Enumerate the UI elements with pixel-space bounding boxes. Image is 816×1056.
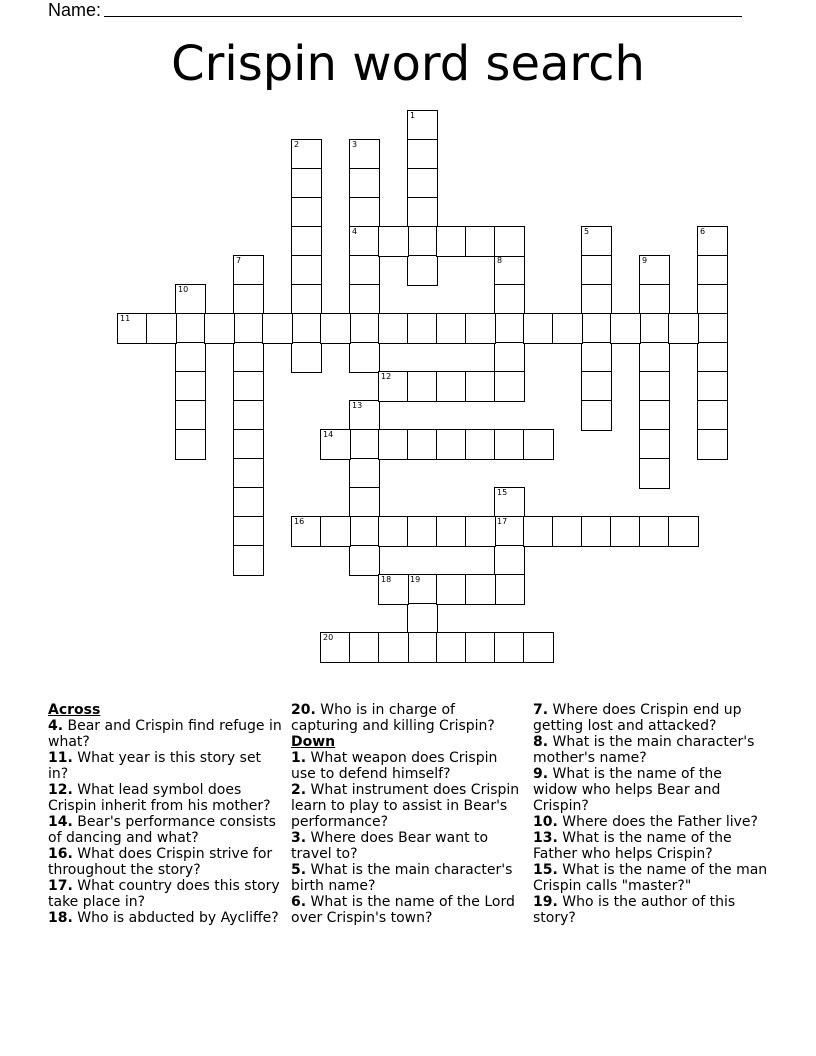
grid-cell[interactable] (524, 633, 553, 662)
clue (48, 814, 283, 846)
grid-cell[interactable] (234, 256, 263, 285)
grid-cell[interactable] (408, 575, 437, 604)
clue-text: What country does this story take place in? (48, 878, 280, 910)
grid-cell[interactable] (582, 517, 611, 546)
clue-number: 3 (352, 140, 358, 149)
clue (291, 782, 526, 830)
grid-cell[interactable] (379, 575, 408, 604)
grid-cell[interactable] (408, 140, 437, 169)
grid-cell[interactable] (292, 343, 321, 372)
grid-cell[interactable] (379, 633, 408, 662)
clue (48, 750, 283, 782)
grid-cell[interactable] (176, 372, 205, 401)
grid-cell[interactable] (640, 372, 669, 401)
grid-cell[interactable] (437, 314, 466, 343)
grid-cell[interactable] (495, 575, 524, 604)
grid-cell[interactable] (640, 285, 669, 314)
grid-cell[interactable] (582, 401, 611, 430)
grid-cell[interactable] (437, 633, 466, 662)
clue (291, 702, 526, 734)
grid-cell[interactable] (640, 430, 669, 459)
clue-num: 1. (291, 750, 307, 766)
grid-cell[interactable] (466, 517, 495, 546)
clue-text: What does Crispin strive for throughout the story? (48, 846, 273, 878)
clue-num: 20. (291, 702, 316, 718)
grid-cell[interactable] (495, 633, 524, 662)
clue-number: 6 (700, 227, 706, 236)
grid-cell[interactable] (408, 111, 437, 140)
grid-cell[interactable] (292, 198, 321, 227)
clue-number: 16 (294, 517, 305, 526)
grid-cell[interactable] (234, 372, 263, 401)
clue-num: 17. (48, 878, 73, 894)
grid-cell[interactable] (292, 256, 321, 285)
grid-cell[interactable] (698, 343, 727, 372)
clue-num: 16. (48, 846, 73, 862)
clue-number: 10 (178, 285, 189, 294)
clue-number: 19 (410, 575, 421, 584)
grid-cell[interactable] (292, 169, 321, 198)
grid-cell[interactable] (466, 633, 495, 662)
grid-cell[interactable] (350, 198, 379, 227)
grid-cell[interactable] (408, 256, 437, 285)
clue-number: 15 (497, 488, 508, 497)
grid-cell[interactable] (495, 430, 524, 459)
clue-number: 14 (323, 430, 334, 439)
clue-number: 2 (294, 140, 300, 149)
clue-num: 9. (533, 766, 549, 782)
grid-cell[interactable] (176, 285, 205, 314)
grid-cell[interactable] (176, 430, 205, 459)
grid-cell[interactable] (379, 372, 408, 401)
clue-text: What is the name of the Father who helps Crispin? (533, 830, 732, 862)
grid-cell[interactable] (292, 314, 321, 343)
clue-text: Bear and Crispin find refuge in what? (48, 718, 282, 750)
grid-cell[interactable] (350, 459, 379, 488)
grid-cell[interactable] (234, 314, 263, 343)
grid-cell[interactable] (408, 314, 437, 343)
grid-cell[interactable] (292, 227, 321, 256)
grid-cell[interactable] (350, 401, 379, 430)
grid-cell[interactable] (582, 343, 611, 372)
clue-text: What year is this story set in? (48, 750, 262, 782)
grid-cell[interactable] (321, 314, 350, 343)
grid-cell[interactable] (408, 227, 437, 256)
clue-text: What is the name of the widow who helps Bear and Crispin? (533, 766, 722, 814)
grid-cell[interactable] (495, 256, 524, 285)
clue (533, 734, 768, 766)
grid-cell[interactable] (408, 169, 437, 198)
clue-text: Bear's performance consists of dancing and what? (48, 814, 276, 846)
clue-column-2 (291, 702, 526, 926)
grid-cell[interactable] (698, 314, 727, 343)
grid-cell[interactable] (495, 227, 524, 256)
grid-cell[interactable] (437, 517, 466, 546)
grid-cell[interactable] (524, 314, 553, 343)
grid-cell[interactable] (234, 401, 263, 430)
grid-cell[interactable] (524, 430, 553, 459)
clue (48, 878, 283, 910)
grid-cell[interactable] (350, 488, 379, 517)
grid-cell[interactable] (234, 343, 263, 372)
grid-cell[interactable] (611, 314, 640, 343)
grid-cell[interactable] (379, 314, 408, 343)
grid-cell[interactable] (640, 459, 669, 488)
grid-cell[interactable] (698, 256, 727, 285)
grid-cell[interactable] (321, 517, 350, 546)
clue (533, 894, 768, 926)
grid-cell[interactable] (495, 314, 524, 343)
grid-cell[interactable] (495, 285, 524, 314)
grid-cell[interactable] (466, 372, 495, 401)
clue-number: 13 (352, 401, 363, 410)
down-heading: Down (291, 734, 336, 750)
clue-num: 2. (291, 782, 307, 798)
clue-num: 19. (533, 894, 558, 910)
grid-cell[interactable] (379, 227, 408, 256)
grid-cell[interactable] (408, 604, 437, 633)
grid-cell[interactable] (350, 430, 379, 459)
grid-cell[interactable] (495, 546, 524, 575)
clue-text: Where does Crispin end up getting lost and attacked? (533, 702, 742, 734)
clue (291, 894, 526, 926)
grid-cell[interactable] (292, 517, 321, 546)
clue (48, 782, 283, 814)
clue-text: What weapon does Crispin use to defend himself? (291, 750, 498, 782)
grid-cell[interactable] (350, 169, 379, 198)
grid-cell[interactable] (640, 343, 669, 372)
name-label: Name: (48, 0, 102, 20)
clue-number: 20 (323, 633, 334, 642)
grid-cell[interactable] (553, 314, 582, 343)
grid-cell[interactable] (292, 285, 321, 314)
grid-cell[interactable] (408, 517, 437, 546)
clue-column-3 (533, 702, 768, 926)
clue-text: Who is the author of this story? (533, 894, 736, 926)
grid-cell[interactable] (350, 546, 379, 575)
grid-cell[interactable] (408, 430, 437, 459)
grid-cell[interactable] (234, 488, 263, 517)
grid-cell[interactable] (495, 517, 524, 546)
grid-cell[interactable] (205, 314, 234, 343)
clue-number: 5 (584, 227, 590, 236)
clue-number: 8 (497, 256, 503, 265)
grid-cell[interactable] (408, 372, 437, 401)
clue-text: What is the name of the man Crispin calls "master?" (533, 862, 768, 894)
grid-cell[interactable] (234, 517, 263, 546)
grid-cell[interactable] (350, 343, 379, 372)
grid-cell[interactable] (466, 430, 495, 459)
grid-cell[interactable] (698, 401, 727, 430)
grid-cell[interactable] (350, 140, 379, 169)
clue-num: 7. (533, 702, 549, 718)
grid-cell[interactable] (437, 227, 466, 256)
clue-text: Where does the Father live? (557, 814, 758, 830)
clue (533, 830, 768, 862)
clue-number: 11 (120, 314, 131, 323)
grid-cell[interactable] (321, 430, 350, 459)
grid-cell[interactable] (234, 430, 263, 459)
across-heading: Across (48, 702, 101, 718)
clue (291, 862, 526, 894)
clue-num: 8. (533, 734, 549, 750)
grid-cell[interactable] (553, 517, 582, 546)
grid-cell[interactable] (437, 430, 466, 459)
clue-column-1 (48, 702, 283, 926)
grid-cell[interactable] (582, 372, 611, 401)
clue-num: 11. (48, 750, 73, 766)
grid-cell[interactable] (640, 517, 669, 546)
clue-num: 6. (291, 894, 307, 910)
grid-cell[interactable] (495, 488, 524, 517)
clue (533, 766, 768, 814)
grid-cell[interactable] (176, 343, 205, 372)
clue-num: 5. (291, 862, 307, 878)
grid-cell[interactable] (466, 575, 495, 604)
grid-cell[interactable] (669, 314, 698, 343)
grid-cell[interactable] (698, 285, 727, 314)
clue-num: 14. (48, 814, 73, 830)
grid-cell[interactable] (466, 227, 495, 256)
grid-cell[interactable] (582, 285, 611, 314)
grid-cell[interactable] (350, 314, 379, 343)
clue-num: 18. (48, 910, 73, 926)
clue (48, 910, 283, 926)
grid-cell[interactable] (176, 314, 205, 343)
grid-cell[interactable] (524, 517, 553, 546)
grid-cell[interactable] (611, 517, 640, 546)
grid-cell[interactable] (350, 517, 379, 546)
grid-cell[interactable] (379, 430, 408, 459)
clue-num: 13. (533, 830, 558, 846)
clue-number: 9 (642, 256, 648, 265)
grid-cell[interactable] (698, 372, 727, 401)
clue-num: 12. (48, 782, 73, 798)
grid-cell[interactable] (234, 285, 263, 314)
grid-cell[interactable] (466, 314, 495, 343)
grid-cell[interactable] (350, 227, 379, 256)
clue (533, 702, 768, 734)
grid-cell[interactable] (321, 633, 350, 662)
grid-cell[interactable] (118, 314, 147, 343)
clue-text: What is the main character's birth name? (291, 862, 513, 894)
grid-cell[interactable] (176, 401, 205, 430)
grid-cell[interactable] (408, 633, 437, 662)
clue-number: 1 (410, 111, 416, 120)
grid-cell[interactable] (437, 372, 466, 401)
grid-cell[interactable] (379, 517, 408, 546)
grid-cell[interactable] (350, 256, 379, 285)
grid-cell[interactable] (408, 198, 437, 227)
page-title: Crispin word search (171, 36, 645, 92)
clue-text: Who is abducted by Aycliffe? (72, 910, 279, 926)
grid-cell[interactable] (350, 633, 379, 662)
clue-number: 4 (352, 227, 358, 236)
grid-cell[interactable] (234, 546, 263, 575)
grid-cell[interactable] (495, 343, 524, 372)
clue-num: 4. (48, 718, 64, 734)
grid-cell[interactable] (147, 314, 176, 343)
grid-cell[interactable] (640, 256, 669, 285)
grid-cell[interactable] (698, 430, 727, 459)
clue-num: 15. (533, 862, 558, 878)
clue-number: 7 (236, 256, 242, 265)
grid-cell[interactable] (582, 314, 611, 343)
grid-cell[interactable] (582, 256, 611, 285)
grid-cell[interactable] (582, 227, 611, 256)
clue-num: 3. (291, 830, 307, 846)
grid-cell[interactable] (640, 314, 669, 343)
clue-text: What instrument does Crispin learn to play to assist in Bear's performance? (291, 782, 520, 830)
clue-number: 18 (381, 575, 392, 584)
grid-cell[interactable] (350, 285, 379, 314)
clue (48, 846, 283, 878)
clue (291, 750, 526, 782)
grid-cell[interactable] (263, 314, 292, 343)
grid-cell[interactable] (698, 227, 727, 256)
grid-cell[interactable] (640, 401, 669, 430)
clue-text: What is the name of the Lord over Crispin's town? (291, 894, 515, 926)
clue (291, 830, 526, 862)
clue-number: 17 (497, 517, 508, 526)
clue-text: Where does Bear want to travel to? (291, 830, 489, 862)
clue (533, 814, 768, 830)
clue (48, 718, 283, 750)
clue-text: What is the main character's mother's name? (533, 734, 755, 766)
clue-text: Who is in charge of capturing and killing Crispin? (291, 702, 495, 734)
clue-number: 12 (381, 372, 392, 381)
grid-cell[interactable] (292, 140, 321, 169)
grid-cell[interactable] (669, 517, 698, 546)
grid-cell[interactable] (495, 372, 524, 401)
grid-cell[interactable] (437, 575, 466, 604)
clue (533, 862, 768, 894)
clue-text: What lead symbol does Crispin inherit from his mother? (48, 782, 271, 814)
clue-num: 10. (533, 814, 558, 830)
grid-cell[interactable] (234, 459, 263, 488)
